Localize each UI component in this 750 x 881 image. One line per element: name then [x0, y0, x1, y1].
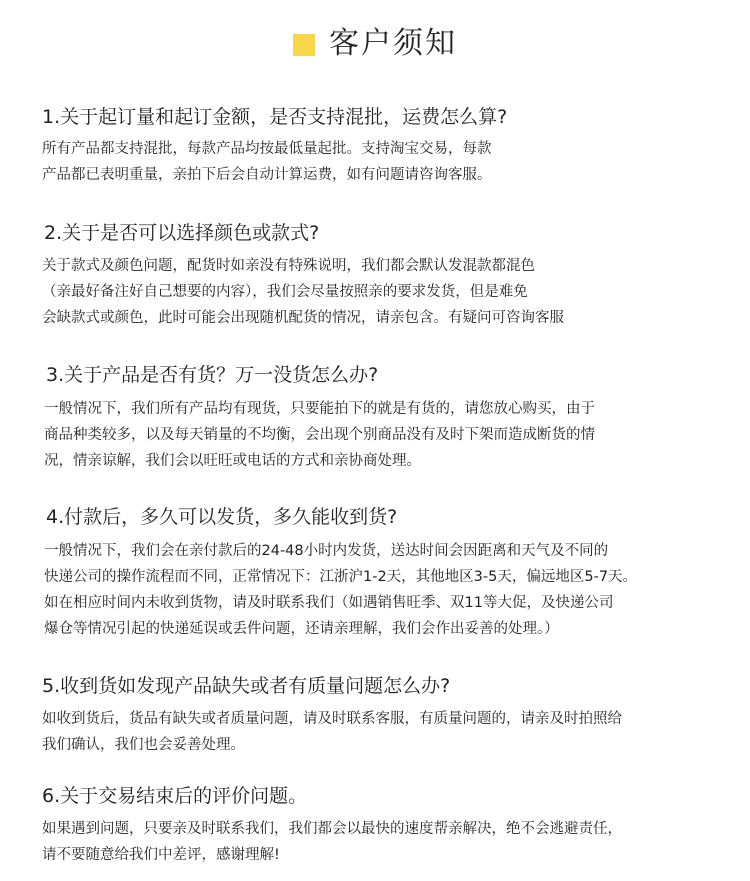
faq-answer-line: 商品种类较多，以及每天销量的不均衡，会出现个别商品没有及时下架而造成断货的情 [44, 427, 595, 443]
faq-answer-line: 一般情况下，我们会在亲付款后的24-48小时内发货，送达时间会因距离和天气及不同的 [44, 543, 609, 559]
faq-answer-line: 所有产品都支持混批，每款产品均按最低量起批。支持淘宝交易，每款 [42, 141, 492, 157]
faq-item-5 [0, 673, 750, 758]
faq-answer-line: 一般情况下，我们所有产品均有现货，只要能拍下的就是有货的，请您放心购买，由于 [44, 401, 595, 417]
faq-answer-line: 如果遇到问题，只要亲及时联系我们，我们都会以最快的速度帮亲解决，绝不会逃避责任， [42, 821, 622, 837]
faq-item-6 [0, 783, 750, 868]
faq-answer-line: 请不要随意给我们中差评，感谢理解! [42, 847, 280, 863]
faq-item-2 [0, 220, 750, 331]
faq-question: 4.付款后，多久可以发货，多久能收到货? [46, 506, 398, 528]
faq-answer-line: 如在相应时间内未收到货物，请及时联系我们（如遇销售旺季、双11等大促，及快递公司 [44, 595, 614, 611]
faq-question: 3.关于产品是否有货？万一没货怎么办? [46, 364, 379, 386]
faq-item-4 [0, 504, 750, 642]
faq-answer-line: 会缺款式或颜色，此时可能会出现随机配货的情况，请亲包含。有疑问可咨询客服 [42, 310, 564, 326]
faq-answer-line: 我们确认，我们也会妥善处理。 [42, 737, 245, 753]
faq-question: 2.关于是否可以选择颜色或款式? [44, 222, 320, 244]
page-title: 客户须知 [329, 26, 457, 61]
faq-answer-line: 爆仓等情况引起的快递延误或丢件问题，还请亲理解，我们会作出妥善的处理。） [44, 621, 559, 637]
yellow-square-icon [293, 34, 315, 56]
faq-item-1 [0, 104, 750, 188]
faq-item-3 [0, 362, 750, 474]
faq-question: 6.关于交易结束后的评价问题。 [42, 785, 308, 807]
faq-answer-line: 况，情亲谅解，我们会以旺旺或电话的方式和亲协商处理。 [44, 453, 421, 469]
faq-answer-line: 关于款式及颜色问题，配货时如亲没有特殊说明，我们都会默认发混款都混色 [42, 258, 535, 274]
faq-answer-line: 产品都已表明重量，亲拍下后会自动计算运费，如有问题请咨询客服。 [42, 167, 492, 183]
faq-question: 5.收到货如发现产品缺失或者有质量问题怎么办? [42, 675, 451, 697]
faq-answer-line: 如收到货后，货品有缺失或者质量问题，请及时联系客服，有质量问题的，请亲及时拍照给 [42, 711, 622, 727]
faq-answer-line: （亲最好备注好自己想要的内容），我们会尽量按照亲的要求发货，但是难免 [42, 284, 528, 300]
page-header [0, 22, 750, 66]
faq-question: 1.关于起订量和起订金额，是否支持混批，运费怎么算? [42, 106, 508, 128]
faq-answer-line: 快递公司的操作流程而不同，正常情况下：江浙沪1-2天，其他地区3-5天，偏远地区5-7天。 [44, 569, 638, 585]
